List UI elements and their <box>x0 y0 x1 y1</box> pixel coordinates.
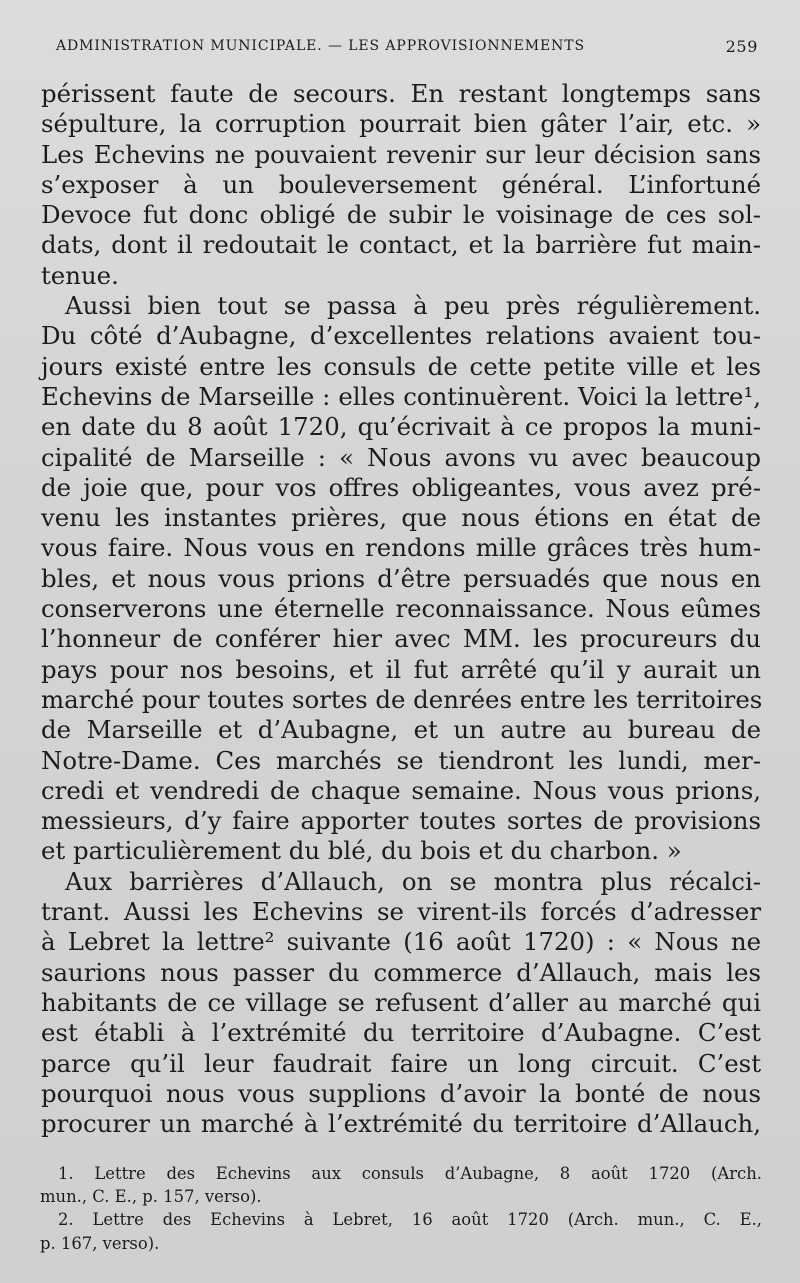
text-line: jours existé entre les consuls de cette petite ville et les <box>41 351 761 381</box>
text-line: vous faire. Nous vous en rendons mille grâces très hum- <box>41 533 761 563</box>
text-line: parce qu’il leur faudrait faire un long circuit. C’est <box>41 1048 761 1078</box>
text-line: trant. Aussi les Echevins se virent-ils forcés d’adresser <box>41 897 761 927</box>
text-line: procurer un marché à l’extrémité du territoire d’Allauch, <box>41 1109 761 1139</box>
text-line: cipalité de Marseille : « Nous avons vu avec beaucoup <box>41 442 761 472</box>
text-line: de Marseille et d’Aubagne, et un autre au bureau de <box>41 715 761 745</box>
running-head <box>56 34 758 58</box>
text-line: sépulture, la corruption pourrait bien gâter l’air, etc. » <box>41 109 761 139</box>
page-number: 259 <box>725 36 758 56</box>
text-line: saurions nous passer du commerce d’Allauch, mais les <box>41 957 761 987</box>
text-line: Les Echevins ne pouvaient revenir sur leur décision sans <box>41 139 761 169</box>
main-text <box>41 79 761 1139</box>
text-line: est établi à l’extrémité du territoire d’Aubagne. C’est <box>41 1018 761 1048</box>
text-line: de joie que, pour vos offres obligeantes, vous avez pré- <box>41 472 761 502</box>
text-line: messieurs, d’y faire apporter toutes sortes de provisions <box>41 806 761 836</box>
text-line: bles, et nous vous prions d’être persuadés que nous en <box>41 563 761 593</box>
text-line: Aussi bien tout se passa à peu près régulièrement. <box>65 291 761 321</box>
text-line: Echevins de Marseille : elles continuèrent. Voici la lettre¹, <box>41 381 761 411</box>
text-line: pays pour nos besoins, et il fut arrêté qu’il y aurait un <box>41 654 761 684</box>
text-line: et particulièrement du blé, du bois et du charbon. » <box>41 836 682 866</box>
text-line: dats, dont il redoutait le contact, et la barrière fut main- <box>41 230 761 260</box>
text-line: en date du 8 août 1720, qu’écrivait à ce propos la muni- <box>41 412 761 442</box>
text-line: Du côté d’Aubagne, d’excellentes relations avaient tou- <box>41 321 761 351</box>
footnote-line: 2. Lettre des Echevins à Lebret, 16 août 1720 (Arch. mun., C. E., <box>58 1210 762 1230</box>
text-line: conserverons une éternelle reconnaissance. Nous eûmes <box>41 594 761 624</box>
text-line: Notre-Dame. Ces marchés se tiendront les lundi, mer- <box>41 745 761 775</box>
footnote-line: p. 167, verso). <box>40 1233 160 1253</box>
text-line: Aux barrières d’Allauch, on se montra plus récalci- <box>65 866 761 896</box>
running-head-title: ADMINISTRATION MUNICIPALE. — LES APPROVISIONNEMENTS <box>56 38 585 54</box>
text-line: marché pour toutes sortes de denrées entre les territoires <box>41 684 763 714</box>
text-line: habitants de ce village se refusent d’aller au marché qui <box>41 987 761 1017</box>
text-line: s’exposer à un bouleversement général. L’infortuné <box>41 169 761 199</box>
footnote-line: mun., C. E., p. 157, verso). <box>40 1187 262 1207</box>
text-line: à Lebret la lettre² suivante (16 août 1720) : « Nous ne <box>41 927 761 957</box>
text-line: Devoce fut donc obligé de subir le voisinage de ces sol- <box>41 200 761 230</box>
text-line: venu les instantes prières, que nous étions en état de <box>41 503 761 533</box>
text-line: périssent faute de secours. En restant longtemps sans <box>41 79 761 108</box>
text-line: pourquoi nous vous supplions d’avoir la bonté de nous <box>41 1078 761 1108</box>
text-line: l’honneur de conférer hier avec MM. les procureurs du <box>41 624 761 654</box>
footnote-line: 1. Lettre des Echevins aux consuls d’Aubagne, 8 août 1720 (Arch. <box>58 1164 762 1183</box>
footnotes <box>40 1162 762 1255</box>
text-line: tenue. <box>41 260 119 290</box>
text-line: credi et vendredi de chaque semaine. Nous vous prions, <box>41 775 761 805</box>
